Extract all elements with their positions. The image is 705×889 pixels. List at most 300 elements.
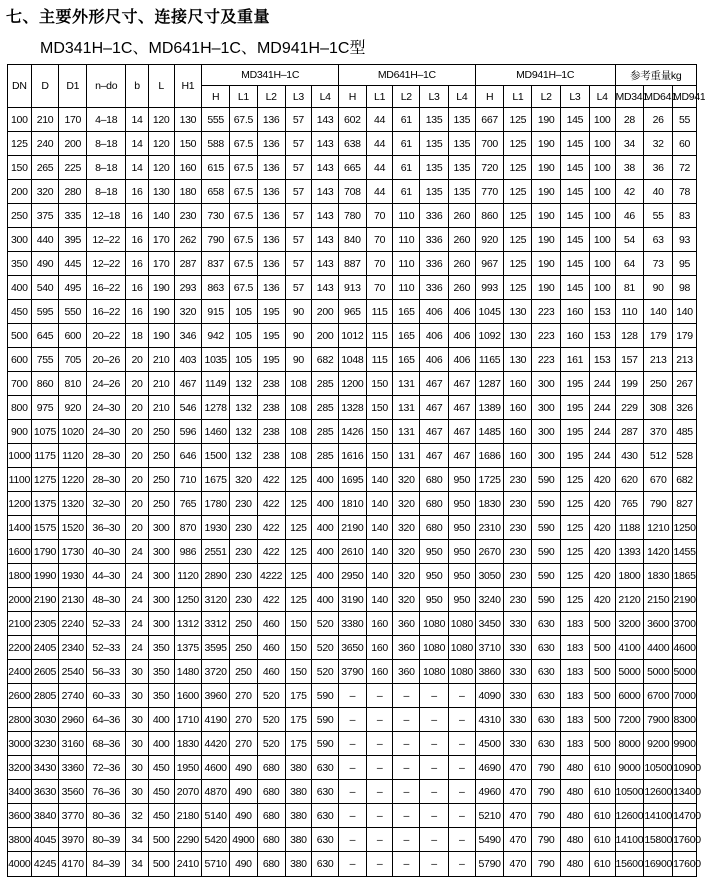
table-cell: 730 xyxy=(202,204,230,228)
table-cell: 400 xyxy=(312,564,339,588)
table-cell: 975 xyxy=(31,396,59,420)
table-row xyxy=(8,780,697,804)
table-cell: 16 xyxy=(126,180,149,204)
table-cell: 108 xyxy=(285,396,312,420)
table-row xyxy=(8,564,697,588)
table-cell: 1520 xyxy=(59,516,87,540)
table-cell: 710 xyxy=(174,468,202,492)
table-cell: 150 xyxy=(285,636,312,660)
table-cell: 4190 xyxy=(202,708,230,732)
table-cell: 1092 xyxy=(475,324,504,348)
table-cell: 24–26 xyxy=(87,372,126,396)
table-cell: 238 xyxy=(257,396,285,420)
table-cell: 16 xyxy=(126,252,149,276)
table-cell: 190 xyxy=(148,324,174,348)
table-cell: 67.5 xyxy=(230,132,258,156)
table-cell: 5000 xyxy=(615,660,644,684)
table-cell: 610 xyxy=(589,828,615,852)
table-cell: 130 xyxy=(148,180,174,204)
table-cell: 528 xyxy=(673,444,697,468)
table-cell: 680 xyxy=(257,756,285,780)
table-cell: – xyxy=(366,732,393,756)
table-cell: 3312 xyxy=(202,612,230,636)
table-cell: 44–30 xyxy=(87,564,126,588)
table-cell: 160 xyxy=(561,324,590,348)
table-cell: 422 xyxy=(257,492,285,516)
table-cell: 1200 xyxy=(8,492,32,516)
table-cell: 15600 xyxy=(615,852,644,877)
table-cell: 145 xyxy=(561,252,590,276)
table-cell: 250 xyxy=(148,444,174,468)
table-cell: – xyxy=(448,804,475,828)
table-cell: 700 xyxy=(475,132,504,156)
table-cell: 130 xyxy=(174,108,202,132)
table-cell: 210 xyxy=(31,108,59,132)
table-cell: 179 xyxy=(673,324,697,348)
table-cell: 460 xyxy=(257,660,285,684)
table-cell: 267 xyxy=(673,372,697,396)
table-cell: 3600 xyxy=(8,804,32,828)
table-cell: 610 xyxy=(589,756,615,780)
table-cell: 330 xyxy=(504,732,532,756)
table-cell: 67.5 xyxy=(230,156,258,180)
table-cell: 230 xyxy=(504,516,532,540)
table-cell: 195 xyxy=(257,324,285,348)
table-cell: 520 xyxy=(257,708,285,732)
table-cell: 490 xyxy=(230,780,258,804)
table-cell: 602 xyxy=(338,108,366,132)
table-cell: 20 xyxy=(126,372,149,396)
sub-header-l4: L4 xyxy=(589,86,615,108)
table-cell: 70 xyxy=(366,228,393,252)
table-cell: – xyxy=(338,828,366,852)
table-cell: 72 xyxy=(673,156,697,180)
table-cell: 1930 xyxy=(202,516,230,540)
table-cell: – xyxy=(366,852,393,877)
table-cell: 136 xyxy=(257,180,285,204)
table-cell: 238 xyxy=(257,372,285,396)
table-cell: 2120 xyxy=(615,588,644,612)
table-cell: 67.5 xyxy=(230,252,258,276)
table-cell: 512 xyxy=(644,444,673,468)
table-cell: 336 xyxy=(420,204,449,228)
table-cell: 1165 xyxy=(475,348,504,372)
table-cell: 145 xyxy=(561,180,590,204)
table-cell: 420 xyxy=(589,492,615,516)
table-cell: 330 xyxy=(504,636,532,660)
table-cell: 24 xyxy=(126,564,149,588)
table-cell: 131 xyxy=(393,444,420,468)
table-cell: 67.5 xyxy=(230,180,258,204)
table-cell: 125 xyxy=(561,540,590,564)
table-cell: 132 xyxy=(230,420,258,444)
table-cell: 230 xyxy=(504,468,532,492)
table-cell: 4600 xyxy=(202,756,230,780)
table-cell: – xyxy=(393,828,420,852)
table-cell: – xyxy=(448,852,475,877)
table-cell: 1000 xyxy=(8,444,32,468)
table-cell: 110 xyxy=(393,252,420,276)
table-cell: 12–22 xyxy=(87,252,126,276)
table-cell: – xyxy=(420,756,449,780)
table-cell: 705 xyxy=(59,348,87,372)
table-cell: 14100 xyxy=(615,828,644,852)
table-cell: 130 xyxy=(504,348,532,372)
table-cell: 420 xyxy=(589,588,615,612)
sub-header-l3: L3 xyxy=(285,86,312,108)
table-cell: 57 xyxy=(285,132,312,156)
table-cell: – xyxy=(420,828,449,852)
table-cell: 125 xyxy=(504,276,532,300)
table-cell: 57 xyxy=(285,276,312,300)
table-cell: 55 xyxy=(644,204,673,228)
table-cell: 7900 xyxy=(644,708,673,732)
table-cell: 3595 xyxy=(202,636,230,660)
table-cell: 490 xyxy=(230,756,258,780)
table-cell: 920 xyxy=(475,228,504,252)
table-cell: – xyxy=(393,780,420,804)
table-cell: 1675 xyxy=(202,468,230,492)
table-cell: 490 xyxy=(230,804,258,828)
table-cell: 400 xyxy=(312,516,339,540)
table-cell: 16 xyxy=(126,204,149,228)
table-cell: 61 xyxy=(393,156,420,180)
sub-header-l4: L4 xyxy=(312,86,339,108)
table-cell: 950 xyxy=(448,564,475,588)
table-cell: 108 xyxy=(285,372,312,396)
table-cell: 467 xyxy=(448,396,475,420)
table-cell: 20 xyxy=(126,348,149,372)
table-cell: – xyxy=(393,684,420,708)
table-cell: 100 xyxy=(589,180,615,204)
table-cell: 860 xyxy=(475,204,504,228)
table-cell: 9200 xyxy=(644,732,673,756)
table-cell: 4045 xyxy=(31,828,59,852)
table-cell: 500 xyxy=(148,852,174,877)
table-cell: 4420 xyxy=(202,732,230,756)
table-cell: 230 xyxy=(230,564,258,588)
table-cell: 346 xyxy=(174,324,202,348)
table-cell: 16900 xyxy=(644,852,673,877)
table-cell: 450 xyxy=(148,756,174,780)
table-cell: 1930 xyxy=(59,564,87,588)
table-row xyxy=(8,132,697,156)
table-cell: 3790 xyxy=(338,660,366,684)
table-cell: 145 xyxy=(561,204,590,228)
table-cell: 320 xyxy=(230,468,258,492)
table-cell: 1375 xyxy=(31,492,59,516)
table-cell: 223 xyxy=(532,300,561,324)
sub-header-l1: L1 xyxy=(230,86,258,108)
table-cell: 1600 xyxy=(8,540,32,564)
table-cell: 406 xyxy=(420,324,449,348)
table-row xyxy=(8,708,697,732)
table-cell: – xyxy=(448,780,475,804)
table-cell: 250 xyxy=(230,612,258,636)
table-cell: 470 xyxy=(504,828,532,852)
col-header-h1: H1 xyxy=(174,65,202,108)
table-cell: 5000 xyxy=(673,660,697,684)
table-cell: 420 xyxy=(589,564,615,588)
table-cell: 14100 xyxy=(644,804,673,828)
table-cell: 840 xyxy=(338,228,366,252)
table-cell: 80–36 xyxy=(87,804,126,828)
table-cell: 125 xyxy=(561,516,590,540)
table-cell: 4170 xyxy=(59,852,87,877)
table-cell: 2890 xyxy=(202,564,230,588)
table-cell: 250 xyxy=(230,660,258,684)
table-cell: 630 xyxy=(312,804,339,828)
table-cell: 406 xyxy=(448,300,475,324)
table-cell: 300 xyxy=(532,420,561,444)
table-cell: 300 xyxy=(148,564,174,588)
table-cell: 1830 xyxy=(475,492,504,516)
sub-header-l2: L2 xyxy=(257,86,285,108)
table-cell: 630 xyxy=(312,852,339,877)
table-cell: 136 xyxy=(257,276,285,300)
table-cell: 14 xyxy=(126,132,149,156)
table-cell: 590 xyxy=(532,540,561,564)
table-cell: 375 xyxy=(31,204,59,228)
table-cell: 24 xyxy=(126,612,149,636)
table-cell: 2305 xyxy=(31,612,59,636)
table-cell: 320 xyxy=(393,588,420,612)
table-cell: 24 xyxy=(126,588,149,612)
table-cell: 610 xyxy=(589,852,615,877)
table-cell: 170 xyxy=(148,228,174,252)
table-cell: 350 xyxy=(148,660,174,684)
table-cell: 630 xyxy=(312,828,339,852)
table-cell: 57 xyxy=(285,204,312,228)
table-cell: 1175 xyxy=(31,444,59,468)
table-cell: 300 xyxy=(148,516,174,540)
table-cell: 2310 xyxy=(475,516,504,540)
table-cell: 160 xyxy=(504,420,532,444)
table-cell: 300 xyxy=(148,540,174,564)
table-cell: 210 xyxy=(148,348,174,372)
table-cell: 105 xyxy=(230,348,258,372)
table-cell: 24 xyxy=(126,636,149,660)
table-cell: 520 xyxy=(312,636,339,660)
section-title: 七、主要外形尺寸、连接尺寸及重量 xyxy=(6,9,271,26)
table-cell: 1710 xyxy=(174,708,202,732)
table-cell: 128 xyxy=(615,324,644,348)
table-cell: 183 xyxy=(561,708,590,732)
table-cell: 780 xyxy=(338,204,366,228)
table-cell: 1420 xyxy=(644,540,673,564)
table-cell: 83 xyxy=(673,204,697,228)
table-cell: 44 xyxy=(366,180,393,204)
table-cell: 95 xyxy=(673,252,697,276)
table-cell: 546 xyxy=(174,396,202,420)
table-cell: 230 xyxy=(504,588,532,612)
table-cell: 140 xyxy=(366,588,393,612)
table-cell: 950 xyxy=(420,540,449,564)
table-cell: 2180 xyxy=(174,804,202,828)
table-cell: 183 xyxy=(561,732,590,756)
table-cell: 400 xyxy=(148,732,174,756)
table-cell: 44 xyxy=(366,108,393,132)
table-cell: 2670 xyxy=(475,540,504,564)
table-cell: 950 xyxy=(448,468,475,492)
table-cell: 40–30 xyxy=(87,540,126,564)
table-cell: 52–33 xyxy=(87,612,126,636)
table-cell: 3840 xyxy=(31,804,59,828)
table-cell: 61 xyxy=(393,108,420,132)
table-cell: 250 xyxy=(148,468,174,492)
table-cell: 20 xyxy=(126,420,149,444)
table-cell: 3450 xyxy=(475,612,504,636)
table-cell: 467 xyxy=(448,420,475,444)
table-cell: 3560 xyxy=(59,780,87,804)
table-cell: 470 xyxy=(504,804,532,828)
table-cell: 285 xyxy=(312,444,339,468)
table-row xyxy=(8,180,697,204)
table-cell: 467 xyxy=(448,444,475,468)
table-cell: 16 xyxy=(126,300,149,324)
table-cell: 20 xyxy=(126,468,149,492)
table-row xyxy=(8,684,697,708)
table-cell: – xyxy=(393,708,420,732)
table-cell: 3700 xyxy=(673,612,697,636)
table-cell: 190 xyxy=(532,252,561,276)
table-cell: 57 xyxy=(285,228,312,252)
table-cell: 150 xyxy=(174,132,202,156)
table-cell: 360 xyxy=(393,660,420,684)
table-cell: 28–30 xyxy=(87,468,126,492)
table-cell: 150 xyxy=(285,660,312,684)
table-cell: 2400 xyxy=(8,660,32,684)
table-cell: 60 xyxy=(673,132,697,156)
table-cell: 16–22 xyxy=(87,276,126,300)
table-cell: 300 xyxy=(148,612,174,636)
table-row xyxy=(8,300,697,324)
table-cell: 145 xyxy=(561,108,590,132)
table-cell: 3120 xyxy=(202,588,230,612)
table-cell: 500 xyxy=(589,612,615,636)
table-cell: 406 xyxy=(420,348,449,372)
table-cell: – xyxy=(448,756,475,780)
table-cell: 28–30 xyxy=(87,444,126,468)
table-cell: 12600 xyxy=(615,804,644,828)
table-cell: 330 xyxy=(504,684,532,708)
table-cell: 720 xyxy=(475,156,504,180)
table-cell: 630 xyxy=(312,780,339,804)
table-cell: 140 xyxy=(644,300,673,324)
table-cell: 175 xyxy=(285,684,312,708)
table-cell: 630 xyxy=(312,756,339,780)
table-cell: – xyxy=(420,804,449,828)
sub-header-l3: L3 xyxy=(420,86,449,108)
table-cell: 100 xyxy=(589,252,615,276)
table-cell: 1426 xyxy=(338,420,366,444)
table-cell: 913 xyxy=(338,276,366,300)
table-cell: 638 xyxy=(338,132,366,156)
table-cell: 8–18 xyxy=(87,180,126,204)
table-cell: 3860 xyxy=(475,660,504,684)
table-cell: 140 xyxy=(148,204,174,228)
table-cell: 15800 xyxy=(644,828,673,852)
table-cell: 467 xyxy=(448,372,475,396)
table-cell: 1080 xyxy=(420,636,449,660)
table-cell: 965 xyxy=(338,300,366,324)
table-cell: 140 xyxy=(366,516,393,540)
table-cell: 105 xyxy=(230,300,258,324)
table-cell: 143 xyxy=(312,228,339,252)
table-cell: 300 xyxy=(148,588,174,612)
table-cell: 485 xyxy=(673,420,697,444)
table-cell: 44 xyxy=(366,132,393,156)
table-cell: 5420 xyxy=(202,828,230,852)
table-cell: 308 xyxy=(644,396,673,420)
table-cell: 57 xyxy=(285,108,312,132)
table-row xyxy=(8,612,697,636)
table-cell: 595 xyxy=(31,300,59,324)
table-cell: 380 xyxy=(285,852,312,877)
table-cell: 54 xyxy=(615,228,644,252)
table-cell: 400 xyxy=(312,588,339,612)
table-cell: 2150 xyxy=(644,588,673,612)
table-cell: 3430 xyxy=(31,756,59,780)
table-cell: 238 xyxy=(257,420,285,444)
table-cell: 590 xyxy=(312,732,339,756)
table-cell: 460 xyxy=(257,612,285,636)
table-cell: 680 xyxy=(420,492,449,516)
table-cell: 125 xyxy=(285,468,312,492)
table-cell: 4310 xyxy=(475,708,504,732)
table-cell: 2600 xyxy=(8,684,32,708)
table-cell: 90 xyxy=(285,348,312,372)
table-cell: 790 xyxy=(532,828,561,852)
col-header-d: D xyxy=(31,65,59,108)
table-cell: 8300 xyxy=(673,708,697,732)
table-cell: 143 xyxy=(312,180,339,204)
table-cell: 38 xyxy=(615,156,644,180)
table-cell: 1990 xyxy=(31,564,59,588)
table-cell: 3160 xyxy=(59,732,87,756)
table-cell: 24–30 xyxy=(87,420,126,444)
table-cell: 667 xyxy=(475,108,504,132)
table-cell: 195 xyxy=(561,444,590,468)
table-row xyxy=(8,396,697,420)
table-cell: 285 xyxy=(312,372,339,396)
table-row xyxy=(8,588,697,612)
table-cell: 5000 xyxy=(644,660,673,684)
table-cell: 30 xyxy=(126,780,149,804)
table-cell: 67.5 xyxy=(230,204,258,228)
table-cell: 136 xyxy=(257,156,285,180)
table-cell: 2200 xyxy=(8,636,32,660)
table-cell: 179 xyxy=(644,324,673,348)
sub-header-h: H xyxy=(202,86,230,108)
table-row xyxy=(8,660,697,684)
table-cell: 1250 xyxy=(673,516,697,540)
table-cell: 480 xyxy=(561,852,590,877)
table-row xyxy=(8,276,697,300)
table-cell: 24 xyxy=(126,540,149,564)
table-row xyxy=(8,516,697,540)
table-cell: 135 xyxy=(448,180,475,204)
table-cell: 790 xyxy=(532,804,561,828)
table-cell: 2950 xyxy=(338,564,366,588)
table-cell: 230 xyxy=(230,588,258,612)
table-cell: 320 xyxy=(393,492,420,516)
table-cell: 887 xyxy=(338,252,366,276)
table-cell: 200 xyxy=(312,300,339,324)
table-cell: 67.5 xyxy=(230,276,258,300)
table-cell: 3650 xyxy=(338,636,366,660)
table-cell: – xyxy=(448,708,475,732)
